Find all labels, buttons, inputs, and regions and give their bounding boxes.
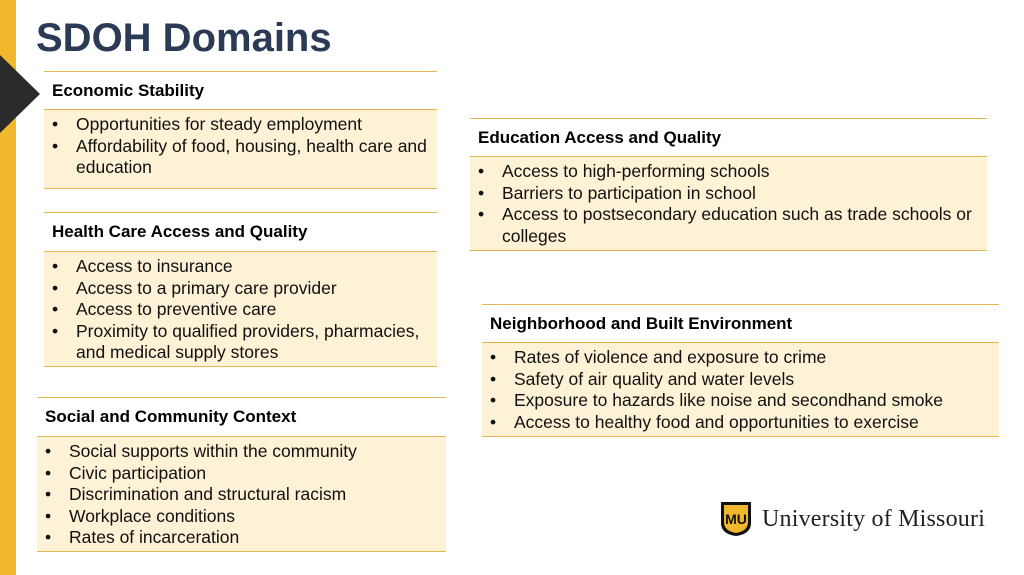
domain-health-care-access xyxy=(44,212,437,367)
list-item: • Exposure to hazards like noise and secondhand smoke xyxy=(490,390,991,412)
list-item: • Affordability of food, housing, health care and education xyxy=(52,136,429,179)
list-item: • Rates of incarceration xyxy=(45,527,438,549)
list-item: • Proximity to qualified providers, pharmacies, and medical supply stores xyxy=(52,321,429,364)
list-item: • Access to postsecondary education such as trade schools or colleges xyxy=(478,204,979,247)
bullet-list xyxy=(52,256,429,364)
slide-title: SDOH Domains xyxy=(36,16,332,60)
bullet-list xyxy=(45,441,438,549)
domain-heading: Economic Stability xyxy=(44,71,437,110)
list-item: • Access to healthy food and opportunities to exercise xyxy=(490,412,991,434)
bullet-list xyxy=(490,347,991,433)
list-item: • Workplace conditions xyxy=(45,506,438,528)
list-item: • Access to preventive care xyxy=(52,299,429,321)
domain-heading: Education Access and Quality xyxy=(470,118,987,157)
domain-body xyxy=(44,252,437,367)
list-item: • Access to insurance xyxy=(52,256,429,278)
arrow-marker-icon xyxy=(0,55,40,133)
mu-shield-icon xyxy=(720,501,752,537)
domain-social-community xyxy=(37,397,446,552)
list-item: • Discrimination and structural racism xyxy=(45,484,438,506)
list-item: • Opportunities for steady employment xyxy=(52,114,429,136)
domain-economic-stability xyxy=(44,71,437,189)
list-item: • Barriers to participation in school xyxy=(478,183,979,205)
domain-heading: Social and Community Context xyxy=(37,397,446,437)
domain-body xyxy=(44,110,437,189)
svg-text:MU: MU xyxy=(725,511,747,527)
university-name: University of Missouri xyxy=(762,505,986,532)
list-item: • Safety of air quality and water levels xyxy=(490,369,991,391)
domain-body xyxy=(37,437,446,552)
list-item: • Access to high-performing schools xyxy=(478,161,979,183)
list-item: • Civic participation xyxy=(45,463,438,485)
domain-heading: Neighborhood and Built Environment xyxy=(482,304,999,343)
domain-heading: Health Care Access and Quality xyxy=(44,212,437,252)
bullet-list xyxy=(478,161,979,247)
list-item: • Access to a primary care provider xyxy=(52,278,429,300)
domain-body xyxy=(470,157,987,251)
university-logo xyxy=(720,501,985,537)
list-item: • Rates of violence and exposure to crime xyxy=(490,347,991,369)
domain-body xyxy=(482,343,999,437)
domain-neighborhood-built-environment xyxy=(482,304,999,437)
bullet-list xyxy=(52,114,429,179)
list-item: • Social supports within the community xyxy=(45,441,438,463)
domain-education-access xyxy=(470,118,987,251)
